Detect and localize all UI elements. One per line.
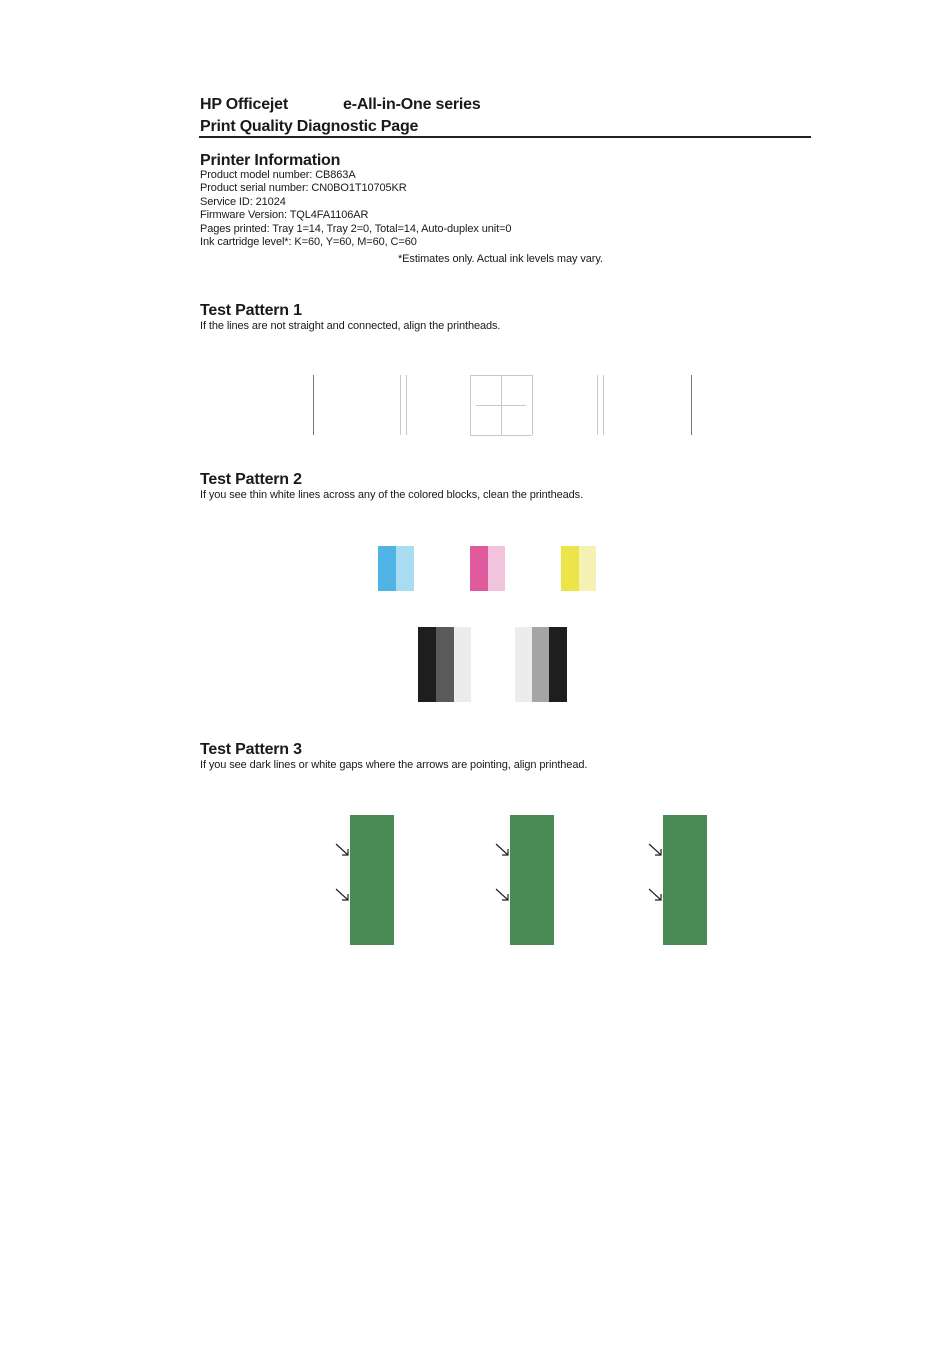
cyan-block [378,546,396,591]
alignment-line [406,375,407,435]
info-line-ink: Ink cartridge level*: K=60, Y=60, M=60, C=60 [200,235,417,248]
magenta-block [470,546,488,591]
arrow-down-right-icon [335,843,351,857]
black-block [549,627,567,702]
test-pattern-1-instruction: If the lines are not straight and connected, align the printheads. [200,320,501,332]
alignment-line [476,405,526,406]
yellow-light-block [579,546,596,591]
arrow-down-right-icon [335,888,351,902]
pale-gray-block [454,627,471,702]
info-line-serial: Product serial number: CN0BO1T10705KR [200,182,407,195]
yellow-block [561,546,579,591]
info-line-model: Product model number: CB863A [200,169,356,181]
alignment-line [470,375,471,435]
test-pattern-3-instruction: If you see dark lines or white gaps where the arrows are pointing, align printhead. [200,759,588,771]
alignment-line [470,375,532,376]
alignment-line [470,435,532,436]
alignment-line [603,375,604,435]
ink-footnote: *Estimates only. Actual ink levels may vary. [398,253,603,265]
alignment-line [313,375,314,435]
arrow-down-right-icon [495,888,511,902]
green-bar [350,815,394,945]
page-title: Print Quality Diagnostic Page [200,118,419,135]
light-gray-block [532,627,549,702]
header-rule [199,136,811,138]
alignment-line [532,375,533,435]
test-pattern-2-instruction: If you see thin white lines across any of the colored blocks, clean the printheads. [200,489,584,501]
green-bar [510,815,554,945]
test-pattern-2-heading: Test Pattern 2 [200,471,302,488]
arrow-down-right-icon [648,888,664,902]
dark-gray-block [436,627,454,702]
alignment-lines-pattern [300,370,700,440]
magenta-light-block [488,546,505,591]
green-bar [663,815,707,945]
cyan-light-block [396,546,414,591]
pale-gray-block [515,627,532,702]
info-line-firmware: Firmware Version: TQL4FA1106AR [200,209,369,222]
printer-info-heading: Printer Information [200,152,341,169]
arrow-down-right-icon [495,843,511,857]
info-line-pages: Pages printed: Tray 1=14, Tray 2=0, Total=14, Auto-duplex unit=0 [200,222,512,235]
black-block [418,627,436,702]
arrow-down-right-icon [648,843,664,857]
printer-info-list [200,169,511,249]
test-pattern-3-heading: Test Pattern 3 [200,741,302,758]
product-series: e-All-in-One series [343,96,481,113]
alignment-line [691,375,692,435]
test-pattern-1-heading: Test Pattern 1 [200,302,302,319]
alignment-line [400,375,401,435]
info-line-service-id: Service ID: 21024 [200,195,286,208]
alignment-line [597,375,598,435]
product-line: HP Officejet [200,96,288,113]
